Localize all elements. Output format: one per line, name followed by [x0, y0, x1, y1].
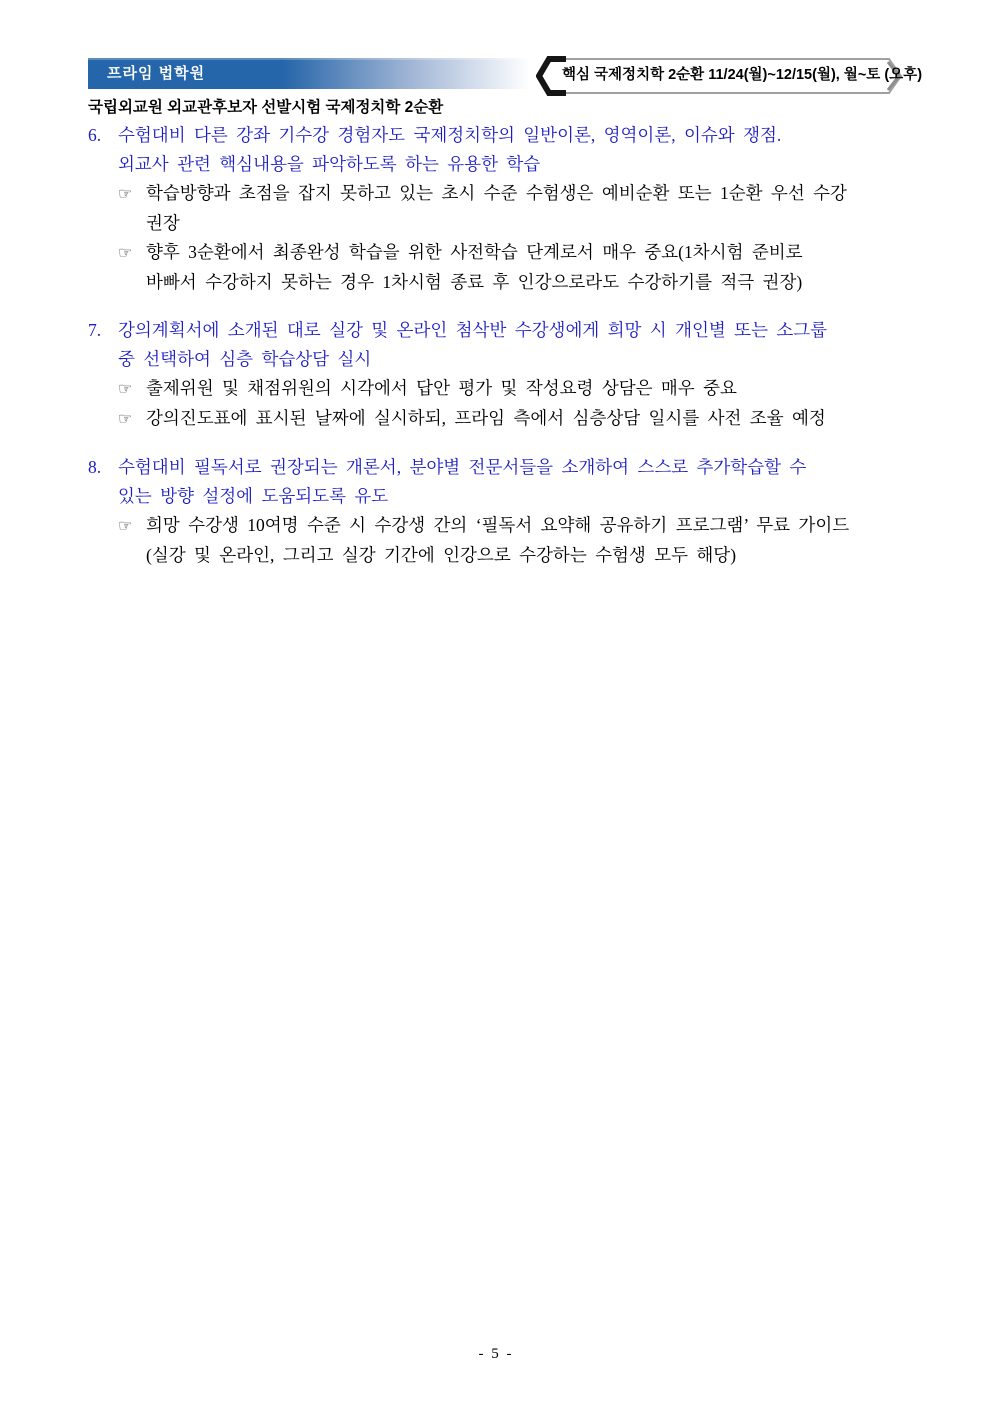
brand-header-bar — [88, 58, 530, 89]
document-subtitle: 국립외교원 외교관후보자 선발시험 국제정치학 2순환 — [88, 99, 444, 116]
item-title-text: 수험대비 필독서로 권장되는 개론서, 분야별 전문서들을 소개하여 스스로 추가학습할 수 — [118, 457, 807, 477]
pointing-hand-icon: ☞ — [118, 186, 133, 203]
sub-item-line — [88, 238, 910, 268]
sub-item-line — [88, 511, 910, 541]
numbered-item-6 — [88, 121, 910, 297]
pointing-hand-icon: ☞ — [118, 518, 133, 535]
item-title-text: 수험대비 다른 강좌 기수강 경험자도 국제정치학의 일반이론, 영역이론, 이슈와 쟁점. — [118, 125, 782, 145]
sub-item-line: 권장 — [146, 213, 180, 233]
item-title-line: 외교사 관련 핵심내용을 파악하도록 하는 유용한 학습 — [118, 154, 541, 174]
sub-item-line — [88, 179, 910, 209]
sub-item-text: 향후 3순환에서 최종완성 학습을 위한 사전학습 단계로서 매우 중요(1차시험 준비로 — [146, 242, 803, 262]
numbered-item-8 — [88, 453, 910, 570]
page-header — [88, 56, 923, 94]
sub-item-text: 희망 수강생 10여명 수준 시 수강생 간의 ‘필독서 요약해 공유하기 프로그램’ 무료 가이드 — [146, 515, 850, 535]
item-title-line — [88, 316, 910, 345]
sub-item-text: 강의진도표에 표시된 날짜에 실시하되, 프라임 측에서 심층상담 일시를 사전 조율 예정 — [146, 408, 826, 428]
pointing-hand-icon: ☞ — [118, 381, 133, 398]
course-schedule-label: 핵심 국제정치학 2순환 11/24(월)~12/15(월), 월~토 (오후) — [562, 67, 923, 83]
item-number: 8. — [88, 457, 102, 477]
course-schedule-badge — [536, 56, 923, 96]
sub-item-line — [88, 374, 910, 404]
brand-label: 프라임 법학원 — [107, 65, 206, 82]
sub-item-text: 출제위원 및 채점위원의 시각에서 답안 평가 및 작성요령 상담은 매우 중요 — [146, 378, 737, 398]
sub-item-text: 학습방향과 초점을 잡지 못하고 있는 초시 수준 수험생은 예비순환 또는 1순환 우선 수강 — [146, 183, 847, 203]
sub-item-line: 바빠서 수강하지 못하는 경우 1차시험 종료 후 인강으로라도 수강하기를 적극 권장) — [146, 272, 803, 292]
page-number: - 5 - — [478, 1346, 514, 1362]
item-number: 6. — [88, 125, 102, 145]
document-body — [88, 121, 910, 570]
pointing-hand-icon: ☞ — [118, 411, 133, 428]
pointing-hand-icon: ☞ — [118, 245, 133, 262]
sub-item-line: (실강 및 온라인, 그리고 실강 기간에 인강으로 수강하는 수험생 모두 해당) — [146, 545, 737, 565]
item-title-line — [88, 453, 910, 482]
item-title-line: 있는 방향 설정에 도움되도록 유도 — [118, 486, 389, 506]
item-title-line — [88, 121, 910, 150]
numbered-item-7 — [88, 316, 910, 434]
sub-item-line — [88, 404, 910, 434]
item-number: 7. — [88, 320, 102, 340]
item-title-line: 중 선택하여 심층 학습상담 실시 — [118, 349, 372, 369]
item-title-text: 강의계획서에 소개된 대로 실강 및 온라인 첨삭반 수강생에게 희망 시 개인별 또는 소그룹 — [118, 320, 828, 340]
